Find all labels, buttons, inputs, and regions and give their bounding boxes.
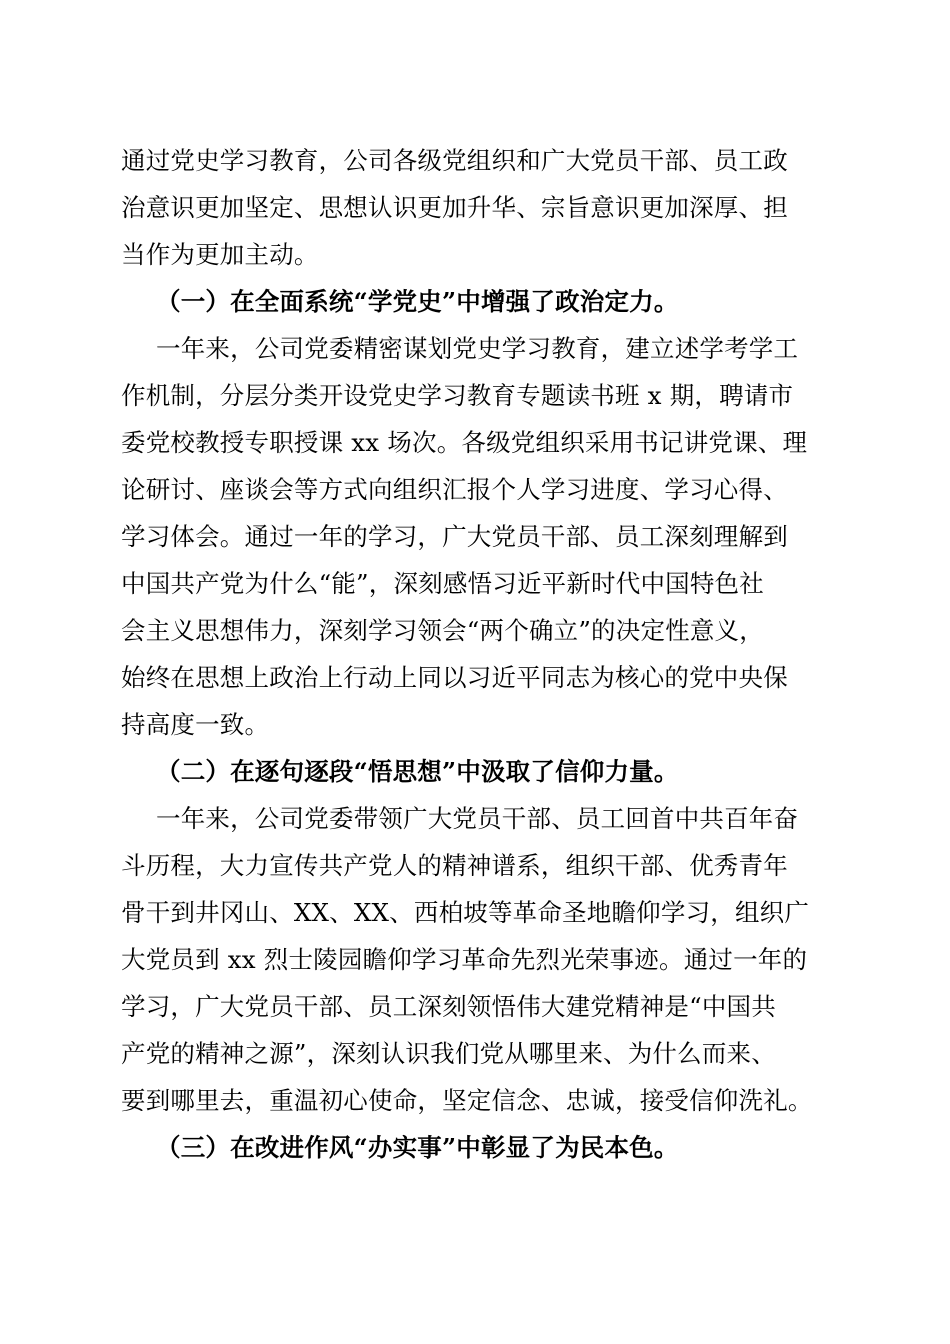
body-line: 要到哪里去，重温初心使命，坚定信念、忠诚，接受信仰洗礼。 [121,1086,813,1115]
body-line: 持高度一致。 [121,710,270,739]
body-line: 中国共产党为什么“能”，深刻感悟习近平新时代中国特色社 [121,569,764,598]
body-line: 论研讨、座谈会等方式向组织汇报个人学习进度、学习心得、 [121,475,788,504]
body-line: 大党员到 xx 烈士陵园瞻仰学习革命先烈光荣事迹。通过一年的 [121,945,808,974]
body-line: 始终在思想上政治上行动上同以习近平同志为核心的党中央保 [121,663,788,692]
body-line: 当作为更加主动。 [121,240,319,269]
section-heading-3: （三）在改进作风“办实事”中彰显了为民本色。 [156,1133,679,1162]
body-line: 学习体会。通过一年的学习，广大党员干部、员工深刻理解到 [121,522,788,551]
body-line: 作机制，分层分类开设党史学习教育专题读书班 x 期，聘请市 [121,381,794,410]
body-line: 通过党史学习教育，公司各级党组织和广大党员干部、员工政 [121,146,788,175]
section-heading-1: （一）在全面系统“学党史”中增强了政治定力。 [156,287,679,316]
body-line: 学习，广大党员干部、员工深刻领悟伟大建党精神是“中国共 [121,992,776,1021]
body-line: 治意识更加坚定、思想认识更加升华、宗旨意识更加深厚、担 [121,193,788,222]
body-line: 一年来，公司党委精密谋划党史学习教育，建立述学考学工 [156,334,799,363]
body-line: 一年来，公司党委带领广大党员干部、员工回首中共百年奋 [156,804,799,833]
body-line: 斗历程，大力宣传共产党人的精神谱系，组织干部、优秀青年 [121,851,788,880]
body-line: 会主义思想伟力，深刻学习领会“两个确立”的决定性意义， [121,616,764,645]
section-heading-2: （二）在逐句逐段“悟思想”中汲取了信仰力量。 [156,757,679,786]
body-line: 委党校教授专职授课 xx 场次。各级党组织采用书记讲党课、理 [121,428,808,457]
body-line: 产党的精神之源”，深刻认识我们党从哪里来、为什么而来、 [121,1039,776,1068]
body-line: 骨干到井冈山、XX、XX、西柏坡等革命圣地瞻仰学习，组织广 [121,898,810,927]
